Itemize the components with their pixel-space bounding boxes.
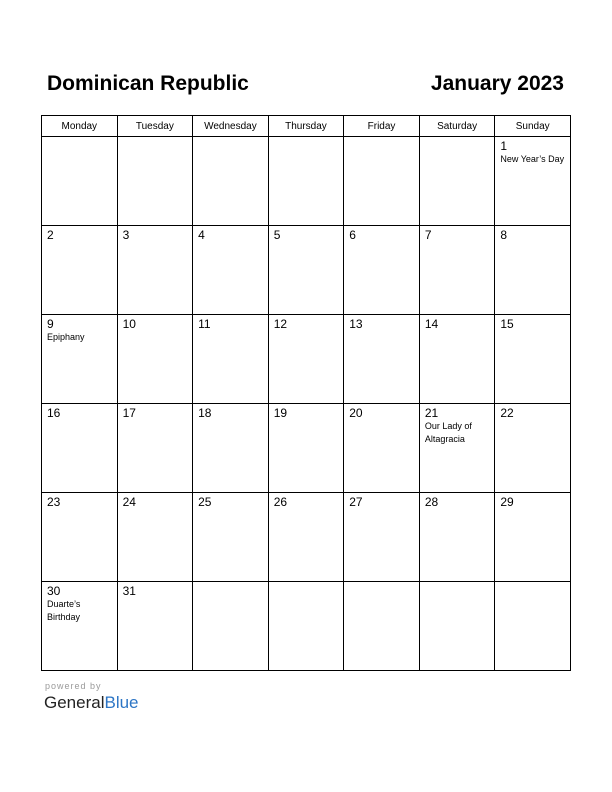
day-content: [42, 404, 117, 420]
footer-branding: [44, 681, 139, 714]
country-title: Dominican Republic: [47, 72, 249, 95]
day-content: [420, 493, 495, 509]
day-content: [193, 315, 268, 331]
brand-blue-text: Blue: [104, 693, 139, 712]
day-cell[interactable]: [117, 582, 193, 671]
day-number: 2: [47, 228, 54, 242]
day-content: [42, 226, 117, 242]
day-number: 1: [500, 139, 508, 153]
day-number: 21: [424, 406, 439, 420]
day-content: [344, 315, 419, 331]
day-content: [193, 493, 268, 509]
day-number: 17: [122, 406, 136, 420]
day-content: [269, 226, 344, 242]
day-cell[interactable]: [268, 315, 344, 404]
day-content: [42, 137, 117, 139]
holiday-label: Duarte’s Birthday: [47, 599, 81, 622]
generalblue-logo[interactable]: [44, 692, 139, 714]
day-cell[interactable]: [193, 315, 269, 404]
day-content: [118, 315, 193, 331]
day-number: 14: [424, 317, 439, 331]
day-cell[interactable]: [268, 404, 344, 493]
day-number: 22: [500, 406, 514, 420]
weekday-header-saturday: Saturday: [419, 116, 495, 137]
empty-day-cell: [419, 137, 495, 226]
day-cell[interactable]: [344, 226, 420, 315]
day-cell[interactable]: [344, 404, 420, 493]
weekday-header-row: [42, 116, 571, 137]
day-cell[interactable]: [268, 226, 344, 315]
day-content: [118, 404, 193, 420]
day-content: [269, 315, 344, 331]
empty-day-cell: [42, 137, 118, 226]
powered-by-label: powered by: [45, 681, 102, 691]
empty-day-cell: [268, 137, 344, 226]
week-row: [42, 582, 571, 671]
empty-day-cell: [495, 582, 571, 671]
day-cell[interactable]: [344, 315, 420, 404]
day-content: [269, 582, 344, 584]
week-row: [42, 493, 571, 582]
day-content: [344, 582, 419, 584]
day-number: 11: [198, 317, 211, 331]
weekday-header-wednesday: Wednesday: [193, 116, 269, 137]
week-row: [42, 404, 571, 493]
day-number: 28: [424, 495, 439, 509]
day-cell[interactable]: [495, 315, 571, 404]
day-number: 16: [47, 406, 61, 420]
week-row: [42, 315, 571, 404]
day-number: 13: [349, 317, 363, 331]
day-cell[interactable]: [268, 493, 344, 582]
day-cell[interactable]: [495, 493, 571, 582]
holiday-label: Our Lady of Altagracia: [424, 421, 472, 444]
day-number: 19: [273, 406, 288, 420]
day-cell[interactable]: [42, 404, 118, 493]
day-number: 5: [273, 228, 281, 242]
day-content: [344, 404, 419, 420]
day-content: [42, 315, 117, 344]
weekday-header-thursday: Thursday: [268, 116, 344, 137]
day-cell[interactable]: [193, 493, 269, 582]
day-content: [193, 582, 268, 584]
day-cell[interactable]: [495, 226, 571, 315]
day-content: [420, 315, 495, 331]
day-number: 7: [424, 228, 432, 242]
day-content: [344, 226, 419, 242]
day-number: 25: [198, 495, 212, 509]
day-cell[interactable]: [42, 582, 118, 671]
day-number: 15: [500, 317, 514, 331]
day-number: 3: [122, 228, 130, 242]
day-content: [344, 493, 419, 509]
day-cell[interactable]: [495, 137, 571, 226]
empty-day-cell: [419, 582, 495, 671]
day-cell[interactable]: [344, 493, 420, 582]
day-cell[interactable]: [419, 493, 495, 582]
day-cell[interactable]: [117, 493, 193, 582]
day-content: [420, 226, 495, 242]
day-cell[interactable]: [42, 315, 118, 404]
day-content: [495, 493, 570, 509]
day-number: 26: [273, 495, 288, 509]
empty-day-cell: [344, 137, 420, 226]
weekday-header-sunday: Sunday: [495, 116, 571, 137]
day-content: [42, 493, 117, 509]
day-content: [495, 226, 570, 242]
empty-day-cell: [117, 137, 193, 226]
day-cell[interactable]: [419, 315, 495, 404]
day-content: [420, 137, 495, 139]
day-content: [193, 404, 268, 420]
day-content: [269, 493, 344, 509]
day-number: 4: [198, 228, 205, 242]
day-content: [495, 137, 570, 166]
day-cell[interactable]: [117, 226, 193, 315]
day-number: 9: [47, 317, 54, 331]
empty-day-cell: [193, 582, 269, 671]
brand-general-text: General: [44, 693, 105, 712]
day-content: [495, 582, 570, 584]
day-number: 8: [500, 228, 508, 242]
day-number: 6: [349, 228, 356, 242]
day-content: [495, 315, 570, 331]
day-number: 18: [198, 406, 212, 420]
calendar-grid: [41, 115, 571, 671]
empty-day-cell: [193, 137, 269, 226]
day-number: 30: [47, 584, 61, 598]
day-cell[interactable]: [419, 404, 495, 493]
holiday-label: Epiphany: [47, 332, 85, 342]
holiday-label: New Year’s Day: [500, 154, 565, 164]
day-content: [420, 404, 495, 446]
day-number: 24: [122, 495, 136, 509]
day-cell[interactable]: [419, 226, 495, 315]
week-row: [42, 137, 571, 226]
day-content: [420, 582, 495, 584]
day-content: [269, 404, 344, 420]
day-content: [269, 137, 344, 139]
week-row: [42, 226, 571, 315]
day-number: 31: [122, 584, 136, 598]
empty-day-cell: [344, 582, 420, 671]
day-number: 27: [349, 495, 363, 509]
day-cell[interactable]: [42, 493, 118, 582]
day-number: 10: [122, 317, 136, 331]
day-number: 23: [47, 495, 61, 509]
day-content: [193, 226, 268, 242]
day-cell[interactable]: [495, 404, 571, 493]
day-content: [495, 404, 570, 420]
day-content: [118, 226, 193, 242]
day-content: [118, 137, 193, 139]
day-cell[interactable]: [193, 404, 269, 493]
day-cell[interactable]: [117, 315, 193, 404]
day-content: [42, 582, 117, 624]
weekday-header-friday: Friday: [344, 116, 420, 137]
day-number: 20: [349, 406, 363, 420]
day-cell[interactable]: [193, 226, 269, 315]
day-content: [118, 582, 193, 598]
day-number: 29: [500, 495, 514, 509]
day-content: [344, 137, 419, 139]
day-cell[interactable]: [42, 226, 118, 315]
month-year-title: January 2023: [430, 72, 564, 95]
day-content: [118, 493, 193, 509]
weekday-header-tuesday: Tuesday: [117, 116, 193, 137]
day-cell[interactable]: [117, 404, 193, 493]
weekday-header-monday: Monday: [42, 116, 118, 137]
empty-day-cell: [268, 582, 344, 671]
day-number: 12: [273, 317, 288, 331]
day-content: [193, 137, 268, 139]
